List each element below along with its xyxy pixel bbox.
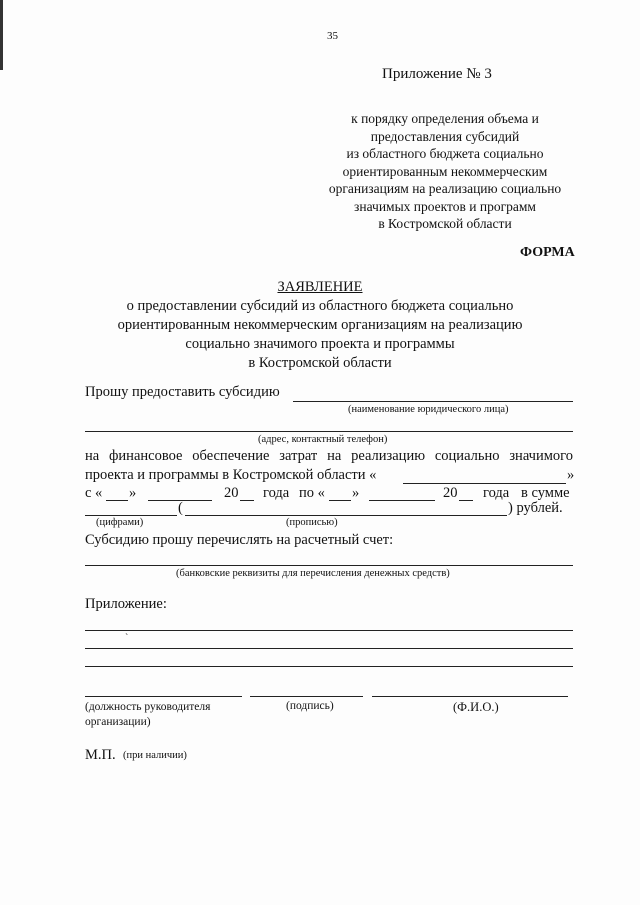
word: социально (434, 448, 500, 464)
word: реализацию (351, 448, 426, 464)
year-20-a: 20 (224, 485, 239, 501)
appendix-title: Приложение № 3 (382, 66, 492, 82)
date-to-year-field[interactable] (459, 500, 473, 501)
date-to-month-field[interactable] (369, 500, 435, 501)
legal-entity-field[interactable] (293, 401, 573, 402)
stray-mark: ` (125, 633, 129, 644)
basis-line: организациям на реализацию социально (328, 181, 562, 196)
date-from-year-field[interactable] (240, 500, 254, 501)
year-word-b: года (483, 485, 510, 501)
basis-line: предоставления субсидий (370, 128, 520, 144)
year-20-b: 20 (443, 485, 458, 501)
word: затрат (279, 448, 318, 464)
sum-words-field[interactable] (185, 515, 507, 516)
appendix-basis (300, 110, 590, 233)
name-signature-line[interactable] (372, 696, 568, 697)
bank-details-field[interactable] (85, 565, 573, 566)
signature-line[interactable] (250, 696, 363, 697)
basis-line: ориентированным некоммерческим (342, 163, 548, 179)
caption-bank: (банковские реквизиты для перечисления денежных средств) (176, 568, 450, 579)
title-line: ориентированным некоммерческим организациям на реализацию (117, 317, 523, 333)
scan-edge (0, 0, 3, 70)
stamp-note: (при наличии) (123, 750, 187, 761)
request-text: Прошу предоставить субсидию (85, 384, 280, 400)
date-from-prefix: с « (85, 485, 103, 501)
title-line: о предоставлении субсидий из областного бюджета социально (126, 298, 514, 314)
project-name-field[interactable] (403, 483, 566, 484)
caption-digits: (цифрами) (96, 517, 144, 528)
attachment-line-3[interactable] (85, 666, 573, 667)
sum-digits-field[interactable] (85, 515, 177, 516)
position-signature-line[interactable] (85, 696, 242, 697)
basis-line: в Костромской области (378, 216, 512, 231)
basis-line: к порядку определения объема и (351, 111, 539, 126)
financing-line (85, 448, 573, 465)
transfer-text: Субсидию прошу перечислять на расчетный счет: (85, 532, 394, 548)
date-from-day-field[interactable] (106, 500, 128, 501)
attachment-label: Приложение: (85, 596, 167, 612)
word: на (327, 448, 342, 464)
date-to-mid: » (352, 485, 360, 501)
year-word-a: года (263, 485, 290, 501)
in-sum: в сумме (521, 485, 570, 501)
basis-line: из областного бюджета социально (346, 146, 544, 161)
title-line: в Костромской области (248, 355, 392, 371)
title-line: социально значимого проекта и программы (185, 336, 455, 352)
project-line-start: проекта и программы в Костромской области « (85, 467, 377, 483)
paren-open: ( (178, 500, 183, 516)
caption-legal-entity: (наименование юридического лица) (348, 404, 509, 415)
caption-position-line: организации) (85, 716, 151, 728)
rubles-text: ) рублей. (508, 500, 563, 516)
form-label: ФОРМА (520, 245, 575, 260)
page-number: 35 (327, 30, 338, 42)
word: на (85, 448, 100, 464)
attachment-line-1[interactable] (85, 630, 573, 631)
caption-position-line: (должность руководителя (85, 701, 211, 713)
date-to-day-field[interactable] (329, 500, 351, 501)
attachment-line-2[interactable] (85, 648, 573, 649)
word: значимого (509, 448, 573, 464)
title-heading: ЗАЯВЛЕНИЕ (277, 279, 363, 295)
project-line-end: » (567, 467, 575, 483)
stamp-label: М.П. (85, 747, 116, 763)
word: обеспечение (192, 448, 270, 464)
caption-address: (адрес, контактный телефон) (258, 434, 388, 445)
by-word: по « (299, 485, 325, 501)
caption-signature: (подпись) (286, 700, 334, 712)
basis-line: значимых проектов и программ (354, 198, 536, 214)
document-title (100, 278, 540, 373)
date-from-mid: » (129, 485, 137, 501)
address-field[interactable] (85, 431, 573, 432)
caption-position (85, 700, 210, 730)
caption-name: (Ф.И.О.) (453, 700, 499, 714)
caption-words: (прописью) (286, 517, 338, 528)
word: финансовое (109, 448, 183, 464)
